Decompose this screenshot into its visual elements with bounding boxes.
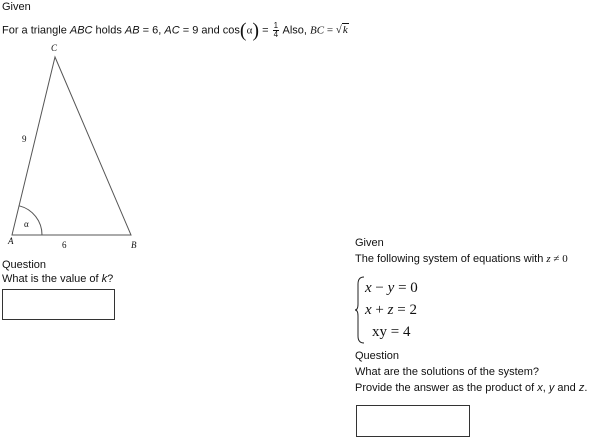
vertex-a-label: A [8,236,14,246]
answer-box-2[interactable] [356,405,470,437]
equation-1: x − y = 0 [365,280,418,296]
angle-arc [19,206,42,235]
answer-box-1[interactable] [2,289,115,320]
given-label-2: Given [355,237,384,249]
question-label-2: Question [355,350,400,362]
side-ab-label: 6 [62,240,67,250]
equation-3: xy = 4 [372,324,411,340]
fraction-one-quarter: $\frac{1}{4}$ [273,21,279,39]
side-ac-label: 9 [22,134,27,144]
equation-2: x + z = 2 [365,302,417,318]
triangle-statement: For a triangle ABC holds AB = 6, AC = 9 and cos(α) = $\frac{1}{4}$ Also, BC = √k [2,19,348,42]
vertex-c-label: C [51,43,58,53]
triangle-outline [12,57,131,235]
question-text-2b: Provide the answer as the product of x, y and z. [355,382,588,394]
triangle-figure [0,40,150,252]
angle-alpha-label: α [24,219,29,229]
vertex-b-label: B [131,240,137,250]
sqrt-k: √k [335,24,348,37]
question-label-1: Question [2,259,47,271]
system-statement: The following system of equations with z ≠ 0 [355,253,568,265]
given-label-1: Given [2,1,31,13]
question-text-1: What is the value of k? [2,273,114,285]
question-text-2a: What are the solutions of the system? [355,366,540,378]
